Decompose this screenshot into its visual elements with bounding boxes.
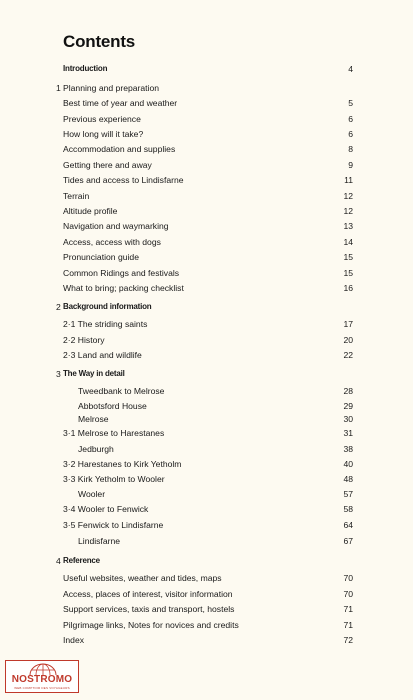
page-title: Contents: [63, 32, 136, 51]
page-number: 20: [343, 335, 353, 345]
page-number: 11: [344, 175, 353, 185]
toc-entry[interactable]: [0, 368, 413, 380]
page-number: 70: [343, 589, 353, 599]
toc-entry-title: Navigation and waymarking: [63, 221, 169, 231]
toc-entry-title: Access, access with dogs: [63, 237, 161, 247]
toc-entry[interactable]: [0, 190, 413, 202]
toc-entry-title: Tweedbank to Melrose: [78, 386, 165, 396]
toc-entry[interactable]: [0, 63, 413, 75]
toc-entry-title: Abbotsford House: [78, 401, 147, 411]
page-number: 17: [343, 319, 353, 329]
toc-entry[interactable]: [0, 588, 413, 600]
toc-entry[interactable]: [0, 301, 413, 313]
toc-entry[interactable]: [0, 251, 413, 263]
toc-entry-title: Introduction: [63, 64, 108, 73]
page-number: 40: [343, 459, 353, 469]
toc-entry-title: Best time of year and weather: [63, 98, 178, 108]
toc-entry-title: Pronunciation guide: [63, 252, 139, 262]
toc-entry[interactable]: [0, 634, 413, 646]
toc-entry-title: Wooler: [78, 489, 106, 499]
page-number: 12: [343, 191, 353, 201]
toc-entry[interactable]: [0, 535, 413, 547]
page-number: 38: [343, 444, 353, 454]
toc-entry[interactable]: [0, 572, 413, 584]
toc-entry-title: Melrose: [78, 414, 109, 424]
toc-entry[interactable]: [0, 413, 413, 425]
toc-entry-title: The Way in detail: [63, 369, 125, 378]
page-number: 13: [343, 221, 353, 231]
toc-entry-title: 3·1 Melrose to Harestanes: [63, 428, 165, 438]
toc-entry-title: 2·3 Land and wildlife: [63, 350, 142, 360]
toc-entry-title: Jedburgh: [78, 444, 114, 454]
page-number: 4: [348, 64, 353, 74]
page-number: 16: [343, 283, 353, 293]
toc-entry-title: Useful websites, weather and tides, maps: [63, 573, 222, 583]
toc-entry[interactable]: [0, 555, 413, 567]
page-number: 48: [343, 474, 353, 484]
toc-entry-title: Background information: [63, 302, 152, 311]
toc-entry-title: 3·5 Fenwick to Lindisfarne: [63, 520, 164, 530]
chapter-number: 1: [56, 83, 61, 93]
toc-entry-title: Access, places of interest, visitor information: [63, 589, 233, 599]
toc-entry[interactable]: [0, 503, 413, 515]
logo-brand: NOSTROMO: [11, 674, 73, 685]
toc-entry[interactable]: [0, 458, 413, 470]
page-number: 57: [343, 489, 353, 499]
toc-entry[interactable]: [0, 97, 413, 109]
page-number: 31: [343, 428, 353, 438]
page-number: 67: [343, 536, 353, 546]
page-number: 64: [343, 520, 353, 530]
toc-entry-title: What to bring; packing checklist: [63, 283, 184, 293]
toc-entry[interactable]: [0, 334, 413, 346]
page-number: 58: [343, 504, 353, 514]
page-number: 72: [343, 635, 353, 645]
page-number: 8: [348, 144, 353, 154]
page-number: 5: [348, 98, 353, 108]
page-number: 28: [343, 386, 353, 396]
toc-entry[interactable]: [0, 267, 413, 279]
toc-entry[interactable]: [0, 220, 413, 232]
toc-entry-title: How long will it take?: [63, 129, 144, 139]
toc-entry[interactable]: [0, 443, 413, 455]
toc-entry-title: 2·2 History: [63, 335, 105, 345]
page-number: 71: [343, 620, 353, 630]
toc-entry-title: Index: [63, 635, 85, 645]
toc-entry-title: Getting there and away: [63, 160, 152, 170]
chapter-number: 2: [56, 302, 61, 312]
page-number: 15: [343, 252, 353, 262]
page-number: 71: [343, 604, 353, 614]
toc-entry[interactable]: [0, 159, 413, 171]
toc-entry-title: Support services, taxis and transport, hostels: [63, 604, 235, 614]
toc-entry[interactable]: [0, 619, 413, 631]
toc-entry-title: Lindisfarne: [78, 536, 121, 546]
page-number: 12: [343, 206, 353, 216]
toc-entry-title: Planning and preparation: [63, 83, 160, 93]
toc-entry-title: Common Ridings and festivals: [63, 268, 180, 278]
toc-entry[interactable]: [0, 236, 413, 248]
toc-entry[interactable]: [0, 400, 413, 412]
toc-entry[interactable]: [0, 349, 413, 361]
toc-entry[interactable]: [0, 282, 413, 294]
page-number: 29: [343, 401, 353, 411]
toc-entry[interactable]: [0, 113, 413, 125]
toc-entry[interactable]: [0, 519, 413, 531]
toc-entry[interactable]: [0, 128, 413, 140]
toc-entry[interactable]: [0, 603, 413, 615]
toc-entry[interactable]: [0, 488, 413, 500]
page-number: 6: [348, 129, 353, 139]
toc-entry[interactable]: [0, 174, 413, 186]
toc-entry[interactable]: [0, 205, 413, 217]
page-number: 70: [343, 573, 353, 583]
page-number: 9: [348, 160, 353, 170]
toc-entry-title: 3·2 Harestanes to Kirk Yetholm: [63, 459, 182, 469]
toc-entry[interactable]: [0, 427, 413, 439]
toc-entry-title: 3·3 Kirk Yetholm to Wooler: [63, 474, 165, 484]
toc-entry-title: Accommodation and supplies: [63, 144, 176, 154]
toc-entry[interactable]: [0, 318, 413, 330]
toc-entry[interactable]: [0, 143, 413, 155]
toc-entry-title: Pilgrimage links, Notes for novices and credits: [63, 620, 239, 630]
toc-entry[interactable]: [0, 82, 413, 94]
toc-entry-title: Altitude profile: [63, 206, 118, 216]
chapter-number: 4: [56, 556, 61, 566]
nostromo-logo: [5, 660, 79, 693]
toc-entry-title: Tides and access to Lindisfarne: [63, 175, 184, 185]
toc-entry-title: Terrain: [63, 191, 90, 201]
toc-entry[interactable]: [0, 473, 413, 485]
toc-entry[interactable]: [0, 385, 413, 397]
page-number: 6: [348, 114, 353, 124]
page-number: 15: [343, 268, 353, 278]
logo-tagline: WEB COMPTOIR DES VOYAGEURS: [14, 686, 70, 690]
toc-entry-title: Reference: [63, 556, 100, 565]
page-number: 22: [343, 350, 353, 360]
page-number: 30: [343, 414, 353, 424]
toc-entry-title: 3·4 Wooler to Fenwick: [63, 504, 149, 514]
chapter-number: 3: [56, 369, 61, 379]
page-number: 14: [343, 237, 353, 247]
toc-entry-title: 2·1 The striding saints: [63, 319, 148, 329]
toc-entry-title: Previous experience: [63, 114, 141, 124]
